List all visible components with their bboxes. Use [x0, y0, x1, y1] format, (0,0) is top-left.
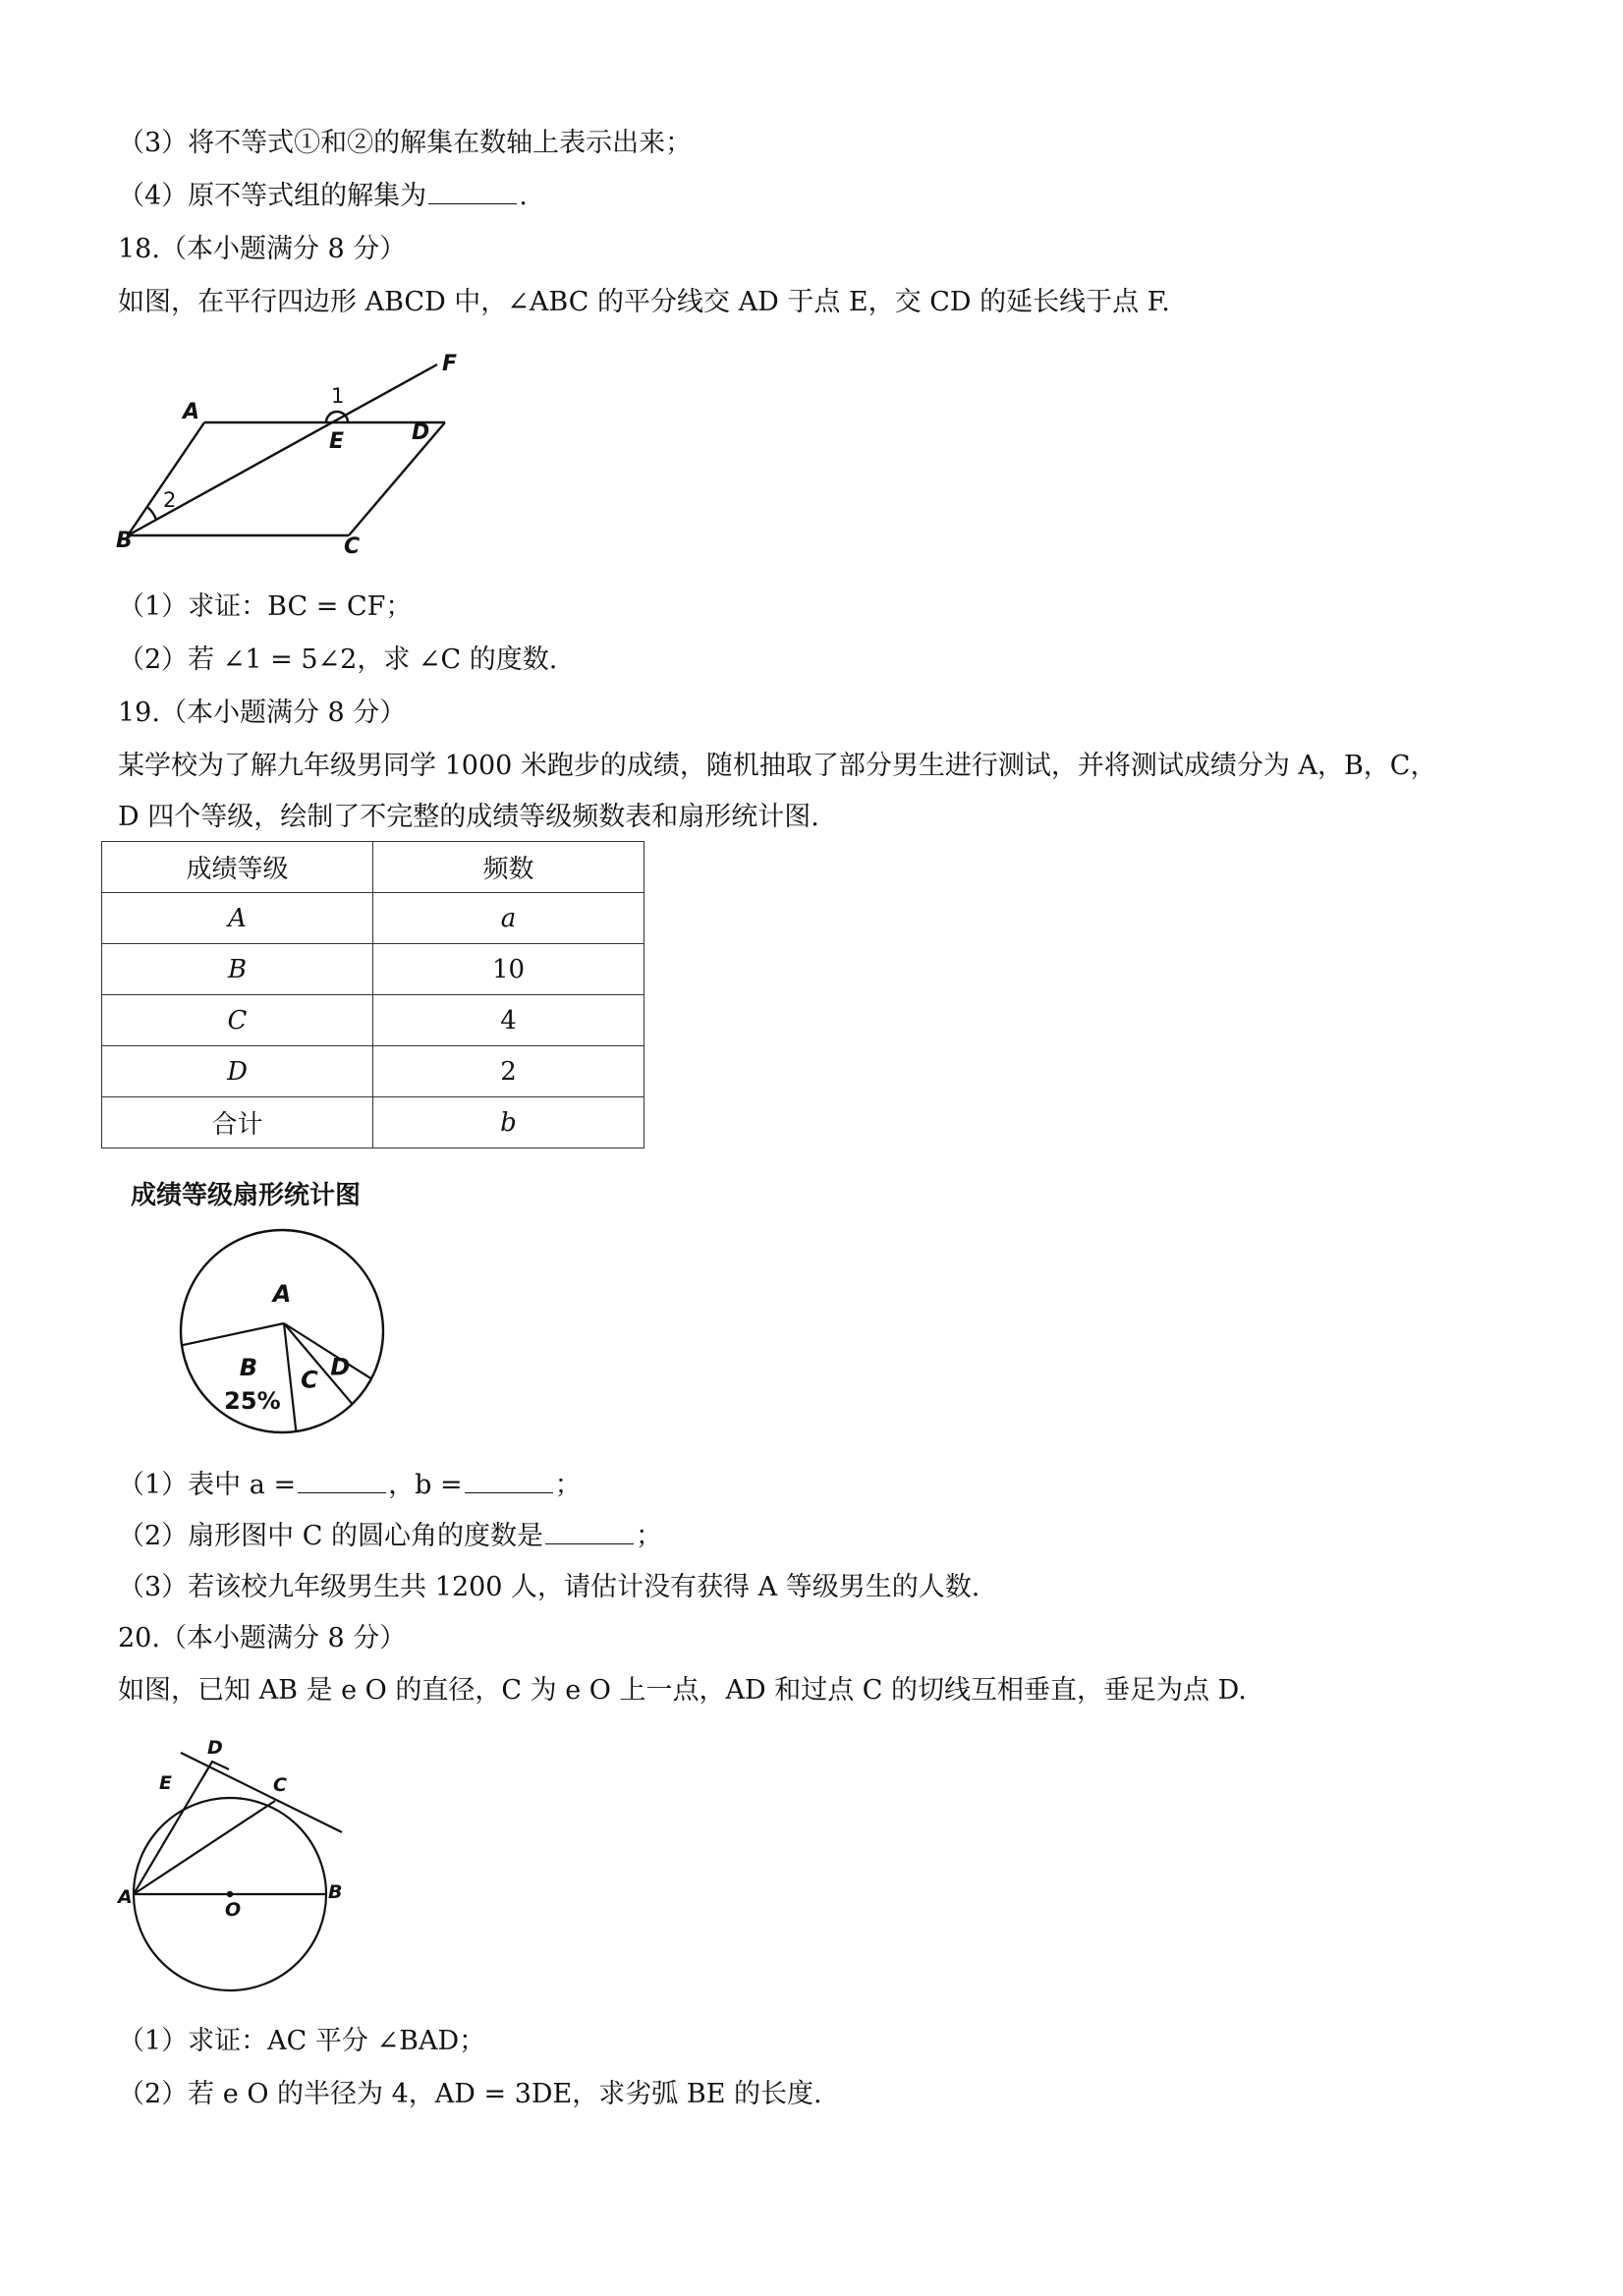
q19-part1	[118, 1468, 582, 1503]
q18-part1: （1）求证：BC = CF；	[118, 591, 413, 622]
q17-part4-end: .	[519, 181, 528, 211]
q20-part2: （2）若 e O 的半径为 4，AD = 3DE，求劣弧 BE 的长度.	[118, 2079, 822, 2109]
q17-part4-text: （4）原不等式组的解集为	[118, 181, 427, 211]
label-C: C	[344, 534, 361, 559]
label-D: D	[207, 1737, 223, 1759]
angle-2-label: 2	[163, 488, 177, 512]
label-D: D	[412, 420, 430, 445]
table-row	[102, 1046, 644, 1097]
pie-outline	[181, 1230, 383, 1432]
table-row	[102, 1097, 644, 1148]
parallelogram-figure	[108, 349, 481, 565]
table-cell: A	[102, 893, 373, 944]
table-cell: 合计	[102, 1097, 373, 1148]
answer-blank	[428, 180, 517, 204]
pie-percent-b: 25%	[224, 1387, 281, 1416]
table-cell: a	[373, 893, 644, 944]
label-A: A	[118, 1886, 133, 1908]
pie-slice-boundary	[284, 1323, 296, 1431]
q19-part1-a: （1）表中 a =	[118, 1470, 297, 1500]
label-B: B	[328, 1881, 343, 1903]
q18-part2: （2）若 ∠1 = 5∠2，求 ∠C 的度数.	[118, 644, 558, 675]
label-O: O	[225, 1899, 242, 1921]
answer-blank	[545, 1520, 634, 1544]
q19-part1-end: ；	[554, 1470, 582, 1500]
table-cell: 4	[373, 995, 644, 1046]
table-header-row	[102, 842, 644, 893]
q19-part2-end: ；	[636, 1521, 663, 1551]
frequency-table	[101, 841, 644, 1148]
pie-label-a: A	[272, 1280, 292, 1308]
label-E: E	[329, 429, 345, 454]
q19-stem-line2: D 四个等级，绘制了不完整的成绩等级频数表和扇形统计图.	[118, 802, 819, 832]
pie-label-c: C	[301, 1366, 318, 1394]
q17-part3: （3）将不等式①和②的解集在数轴上表示出来；	[118, 128, 693, 158]
q20-stem: 如图，已知 AB 是 e O 的直径，C 为 e O 上一点，AD 和过点 C 的切线互相垂直，垂足为点 D.	[118, 1675, 1247, 1706]
pie-slice-boundary	[284, 1323, 371, 1378]
q19-part3: （3）若该校九年级男生共 1200 人，请估计没有获得 A 等级男生的人数.	[118, 1572, 980, 1602]
pie-label-b: B	[239, 1354, 258, 1382]
q19-heading: 19.（本小题满分 8 分）	[118, 698, 407, 728]
pie-chart	[157, 1223, 413, 1459]
pie-slice-boundary	[182, 1323, 284, 1345]
q19-stem-line1: 某学校为了解九年级男同学 1000 米跑步的成绩，随机抽取了部分男生进行测试，并将测试成绩分为 A，B，C，	[118, 751, 1437, 781]
label-B: B	[116, 529, 133, 553]
table-row	[102, 995, 644, 1046]
table-row	[102, 944, 644, 995]
table-cell: 10	[373, 944, 644, 995]
answer-blank	[298, 1469, 386, 1493]
q20-part1: （1）求证：AC 平分 ∠BAD；	[118, 2026, 486, 2056]
label-F: F	[442, 352, 458, 376]
angle-1-label: 1	[331, 384, 345, 408]
answer-blank	[465, 1469, 553, 1493]
table-cell: b	[373, 1097, 644, 1148]
q19-part2	[118, 1519, 662, 1554]
table-cell: B	[102, 944, 373, 995]
q17-part4	[118, 179, 528, 214]
table-header: 成绩等级	[102, 842, 373, 893]
table-cell: D	[102, 1046, 373, 1097]
label-E: E	[159, 1772, 172, 1794]
table-cell: C	[102, 995, 373, 1046]
label-A: A	[183, 400, 200, 424]
q19-part2-text: （2）扇形图中 C 的圆心角的度数是	[118, 1521, 544, 1551]
table-row	[102, 893, 644, 944]
q20-heading: 20.（本小题满分 8 分）	[118, 1623, 407, 1653]
label-C: C	[273, 1774, 287, 1796]
table-header: 频数	[373, 842, 644, 893]
table-cell: 2	[373, 1046, 644, 1097]
circle-figure	[108, 1734, 364, 1999]
q19-part1-b: ，b =	[388, 1470, 463, 1500]
q18-stem: 如图，在平行四边形 ABCD 中，∠ABC 的平分线交 AD 于点 E，交 CD 的延长线于点 F.	[118, 287, 1170, 317]
pie-label-d: D	[330, 1353, 351, 1381]
q18-heading: 18.（本小题满分 8 分）	[118, 234, 407, 264]
pie-chart-title: 成绩等级扇形统计图	[131, 1181, 362, 1210]
